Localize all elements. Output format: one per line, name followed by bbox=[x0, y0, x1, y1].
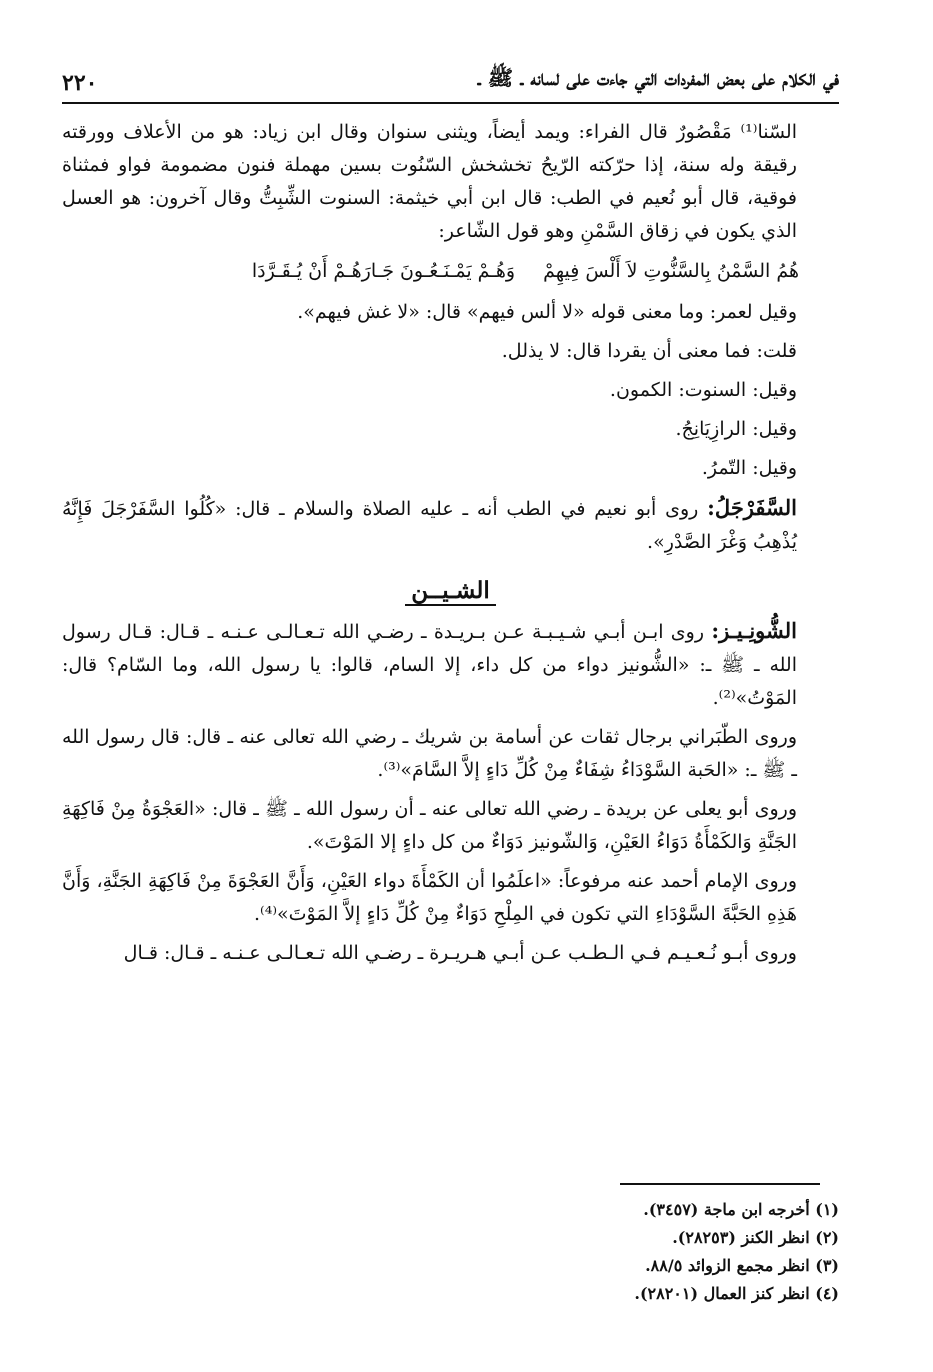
page-header bbox=[62, 56, 839, 104]
paragraph: وقيل: التّمرُ. bbox=[701, 457, 797, 479]
page-body bbox=[62, 116, 839, 976]
paragraph: وروى الطّبَراني برجال ثقات عن أسامة بن شريك ـ رضي الله تعالى عنه ـ قال: قال رسول الله ـ ﷺ ـ: «الحَبة السَّوْدَاءُ شِفَاءٌ مِنْ كُلِّ دَاءٍ إلاَّ السَّامَ»⁽³⁾. bbox=[62, 726, 797, 781]
paragraph: وقيل: السنوت: الكمون. bbox=[609, 379, 797, 401]
paragraph: وروى الإمام أحمد عنه مرفوعاً: «اعلَمُوا أن الكَمْأَةَ دواء العَيْنِ، وَأَنَّ العَجْوَةَ مِنْ فَاكِهَةِ الجَنَّةِ، وَأَنَّ هَذِهِ الحَبَّةَ السَّوْدَاءِ التي تكون في المِلْحِ دَوَاءٌ مِنْ كُلِّ دَاءٍ إلاَّ المَوْتَ»⁽⁴⁾. bbox=[62, 870, 797, 925]
running-title: في الكلام على بعض المفردات التي جاءت على لسانه ـ ﷺ ـ bbox=[477, 65, 839, 90]
paragraph: وروى أبـو نُـعـيـم فـي الـطـب عـن أبـي هـريـرة ـ رضـي الله تـعـالـى عـنـه ـ قـال: قـال bbox=[123, 942, 797, 964]
footnote-separator bbox=[620, 1183, 820, 1185]
footnotes bbox=[62, 1196, 839, 1308]
paragraph: وقيل: الرازِيَانِجُ. bbox=[675, 418, 797, 440]
page-number: ٢٢٠ bbox=[62, 70, 98, 96]
poetry-verse bbox=[62, 254, 839, 288]
entry-text: روى ابـن أبـي شـيـبـة عـن بـريـدة ـ رضـي الله تـعـالـى عـنـه ـ قـال: قـال رسول الله ـ ﷺ ـ: «الشُّونيز دواء من كل داء، إلا السام، قالوا: يا رسول الله، وما السّام؟ قال: المَوْتُ»⁽²⁾. bbox=[62, 621, 797, 709]
footnote: (٤) انظر كنز العمال (٢٨٢٠١). bbox=[634, 1284, 839, 1303]
paragraph: قلت: فما معنى أن يقردا قال: لا يذلل. bbox=[501, 340, 797, 362]
verse-first-hemistich: هُمُ السَّمْنُ بِالسَّنُّوتِ لاَ أَلْسَ فِيهِمْ bbox=[543, 260, 799, 282]
entry-text: روى أبو نعيم في الطب أنه ـ عليه الصلاة والسلام ـ قال: «كُلُوا السَّفَرْجَلَ فَإِنَّهُ يُذْهِبُ وَغْرَ الصَّدْرِ». bbox=[62, 498, 797, 553]
entry-term: السَّفَرْجَلُ: bbox=[707, 495, 797, 520]
entry-paragraph bbox=[62, 614, 839, 715]
verse-second-hemistich: وَهُـمْ يَمْـنَـعُـونَ جَـارَهُـمْ أَنْ يُـقَـرَّدَا bbox=[251, 260, 516, 282]
paragraph: وقيل لعمر: وما معنى قوله «لا ألس فيهم» قال: «لا غش فيهم». bbox=[297, 301, 797, 323]
entry-paragraph bbox=[62, 491, 839, 559]
entry-term: الشُّونِـيـز: bbox=[711, 618, 797, 643]
paragraph: وروى أبو يعلى عن بريدة ـ رضي الله تعالى عنه ـ أن رسول الله ـ ﷺ ـ قال: «العَجْوَةُ مِنْ فَاكِهَةِ الجَنَّةِ وَالكَمْأَةُ دَوَاءُ العَيْنِ، وَالشّونيز دَوَاءٌ من كل داءٍ إلا المَوْتَ». bbox=[62, 798, 797, 853]
footnote: (٣) انظر مجمع الزوائد ٨٨/٥. bbox=[645, 1256, 839, 1275]
footnote: (١) أخرجه ابن ماجة (٣٤٥٧). bbox=[643, 1200, 839, 1219]
footnote: (٢) انظر الكنز (٢٨٢٥٣). bbox=[672, 1228, 839, 1247]
paragraph: السّنا⁽¹⁾ مَقْصُورٌ قال الفراء: ويمد أيضاً، ويثنى سنوان وقال ابن زياد: هو من الأعلاف وورقته رقيقة وله سنة، إذا حرّكته الرّيحُ تخشخش السّنُوت بسين مهملة فنون مضمومة فواو فمثناة فوقية، قال أبو نُعيم في الطب: قال ابن أبي خيثمة: السنوت الشِّبِتُّ وقال آخرون: هو العسل الذي يكون في زقاق السَّمْنِ وهو قول الشّاعر: bbox=[62, 121, 797, 242]
section-heading: الشـيــن bbox=[62, 577, 839, 604]
